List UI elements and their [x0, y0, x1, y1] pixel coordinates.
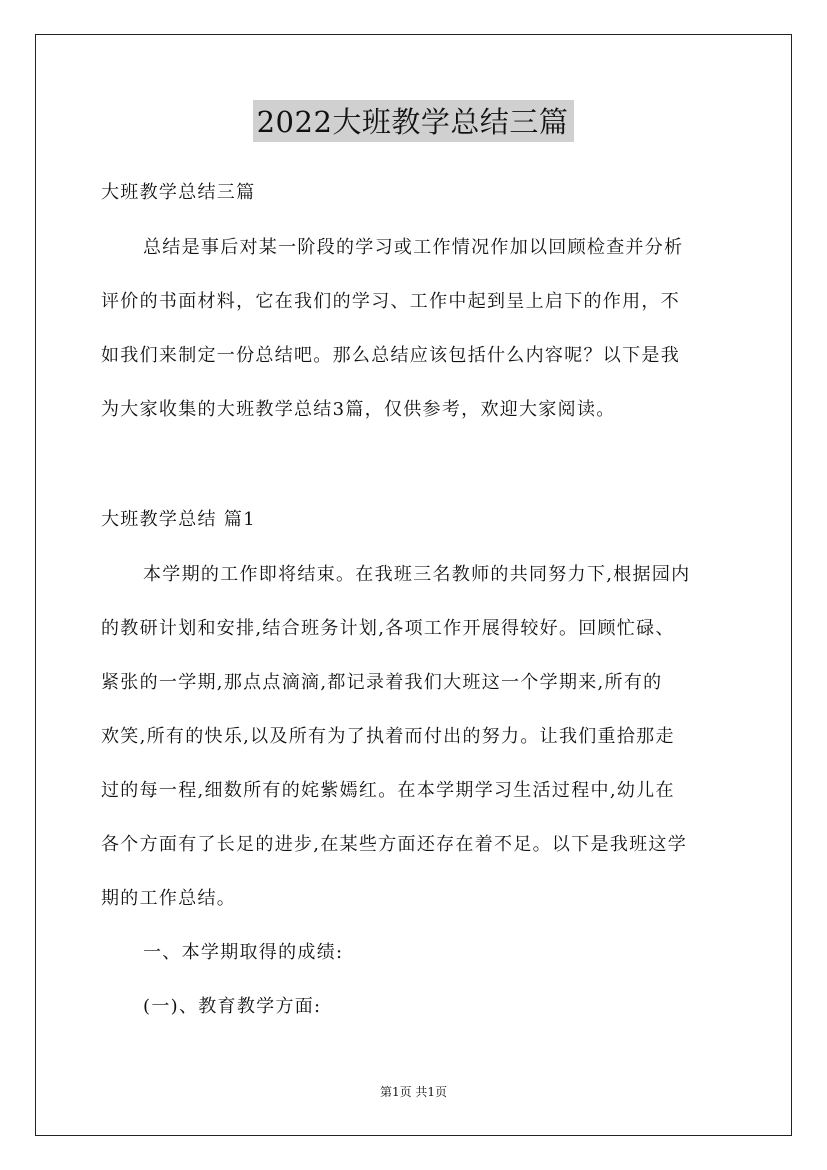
body-line: 各个方面有了长足的进步,在某些方面还存在着不足。以下是我班这学: [101, 834, 688, 855]
intro-line: 总结是事后对某一阶段的学习或工作情况作加以回顾检查并分析: [143, 237, 684, 258]
list-heading: (一)、教育教学方面:: [143, 996, 322, 1017]
section-heading: 大班教学总结 篇1: [101, 509, 256, 530]
list-heading: 一、本学期取得的成绩:: [143, 942, 344, 963]
intro-line: 评价的书面材料，它在我们的学习、工作中起到呈上启下的作用，不: [101, 291, 680, 312]
intro-line: 为大家收集的大班教学总结3篇，仅供参考，欢迎大家阅读。: [101, 399, 616, 420]
body-line: 的教研计划和安排,结合班务计划,各项工作开展得较好。回顾忙碌、: [101, 618, 675, 639]
body-line: 本学期的工作即将结束。在我班三名教师的共同努力下,根据园内: [143, 564, 691, 585]
page-footer: 第1页 共1页: [379, 1085, 448, 1099]
body-line: 欢笑,所有的快乐,以及所有为了执着而付出的努力。让我们重拾那走: [101, 726, 675, 747]
document-title: 2022大班教学总结三篇: [253, 100, 575, 142]
body-line: 过的每一程,细数所有的姹紫嫣红。在本学期学习生活过程中,幼儿在: [101, 780, 675, 801]
body-line: 紧张的一学期,那点点滴滴,都记录着我们大班这一个学期来,所有的: [101, 672, 663, 693]
intro-line: 如我们来制定一份总结吧。那么总结应该包括什么内容呢？以下是我: [101, 345, 680, 366]
document-subtitle: 大班教学总结三篇: [101, 182, 256, 203]
body-line: 期的工作总结。: [101, 888, 237, 909]
title-container: [0, 100, 827, 142]
